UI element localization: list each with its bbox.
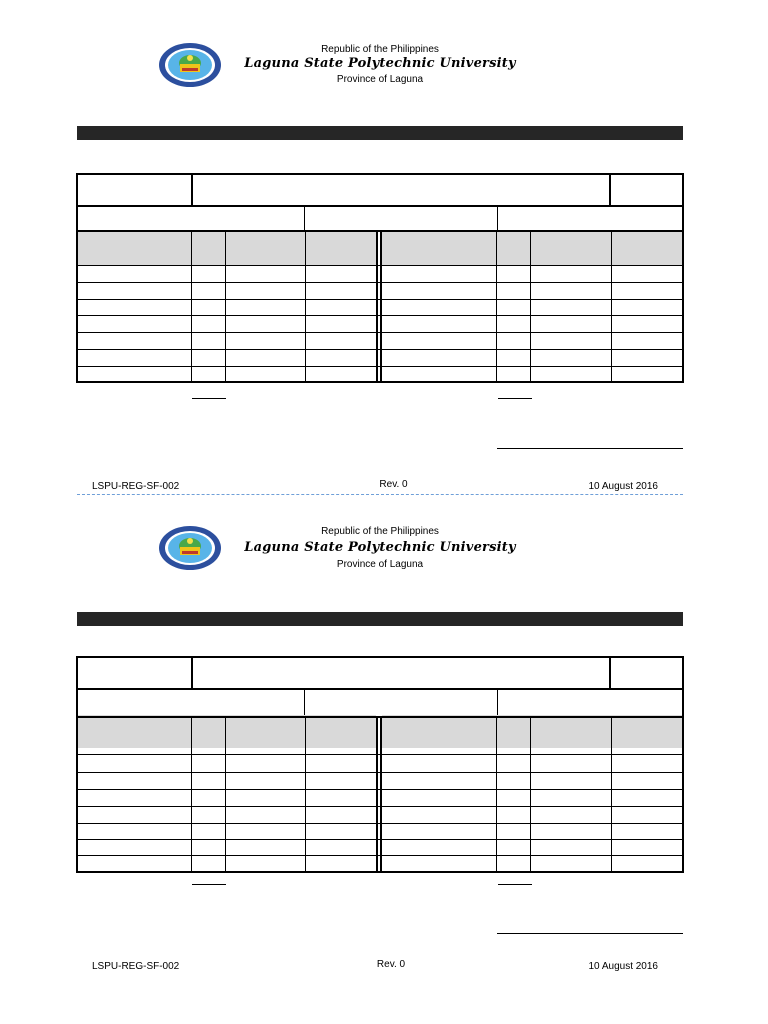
title-bar bbox=[77, 126, 683, 140]
total-underline bbox=[498, 884, 532, 885]
total-underline bbox=[498, 398, 532, 399]
revision-date: 10 August 2016 bbox=[588, 961, 658, 972]
header-university-name: Laguna State Polytechnic University bbox=[244, 540, 516, 555]
grade-form-table bbox=[76, 173, 684, 383]
total-underline bbox=[192, 398, 226, 399]
form-code: LSPU-REG-SF-002 bbox=[92, 961, 180, 972]
total-underline bbox=[192, 884, 226, 885]
header-university-name: Laguna State Polytechnic University bbox=[244, 56, 516, 71]
form-code: LSPU-REG-SF-002 bbox=[92, 481, 180, 492]
revision: Rev. 0 bbox=[379, 479, 408, 490]
revision: Rev. 0 bbox=[376, 959, 406, 970]
revision-date: 10 August 2016 bbox=[588, 481, 658, 492]
header-province: Province of Laguna bbox=[336, 559, 424, 570]
form-copy-1 bbox=[0, 0, 768, 490]
form-copy-2 bbox=[0, 483, 768, 973]
grade-form-table bbox=[76, 656, 684, 856]
header-republic: Republic of the Philippines bbox=[321, 526, 439, 537]
title-bar bbox=[77, 612, 683, 626]
header-republic: Republic of the Philippines bbox=[321, 44, 439, 55]
signature-line bbox=[497, 448, 683, 449]
header-province: Province of Laguna bbox=[336, 74, 424, 85]
signature-line bbox=[497, 933, 683, 934]
